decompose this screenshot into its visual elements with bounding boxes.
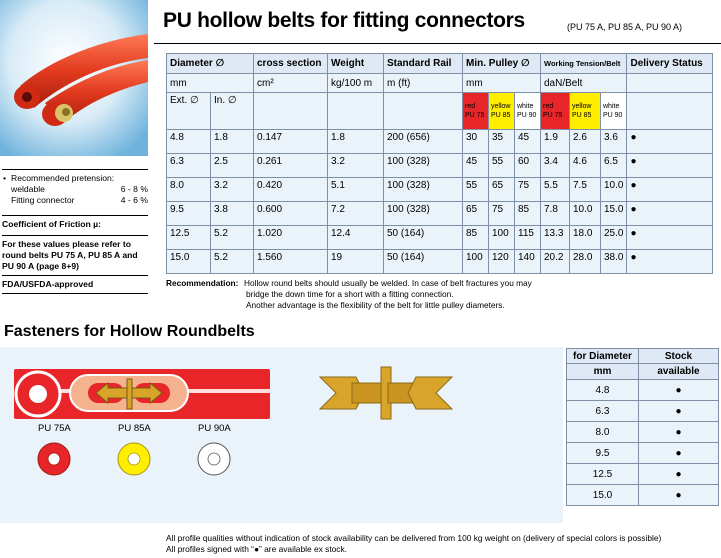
table-cell: 4.6 [570,154,601,178]
table-row [167,202,713,226]
pretension-value: 4 - 6 % [120,195,148,205]
quality-label: PU 75A [38,423,71,434]
delivery-status-cell: ● [627,250,713,274]
stock-row [567,380,719,401]
table-cell: 3.6 [601,130,627,154]
table-cell: 100 (328) [384,154,463,178]
fasteners-title: Fasteners for Hollow Roundbelts [4,323,255,340]
table-cell: 7.5 [570,178,601,202]
unit-cell [627,74,713,93]
stock-available-cell: ● [639,380,719,401]
table-cell: 6.3 [167,154,211,178]
table-cell: 4.8 [167,130,211,154]
fitting-connector-icon [320,367,452,419]
stock-diameter-cell: 12.5 [567,464,639,485]
stock-unit-mm: mm [567,364,639,380]
delivery-status-cell: ● [627,130,713,154]
table-cell: 5.1 [328,178,384,202]
sub-ext: Ext. ∅ [167,93,211,130]
recommendation-label: Recommendation: [166,278,239,288]
friction-heading: Coefficient of Friction µ: [2,219,102,229]
empty-cell [384,93,463,130]
belt-spec-table [166,53,713,274]
table-cell: 2.6 [570,130,601,154]
footer-line: All profiles signed with “●” are available ex stock. [166,544,348,554]
delivery-status-cell: ● [627,226,713,250]
table-cell: 50 (164) [384,250,463,274]
unit-cell: mm [167,74,254,93]
table-cell: 1.560 [254,250,328,274]
unit-cell: daN/Belt [541,74,627,93]
fasteners-panel [0,347,563,523]
stock-unit-row [567,364,719,380]
table-cell: 1.8 [211,130,254,154]
table-cell: 0.147 [254,130,328,154]
quality-white-pu90: white PU 90 [601,93,627,130]
pretension-row [2,195,148,206]
table-cell: 12.5 [167,226,211,250]
stock-row [567,485,719,506]
pretension-label: weldable [11,184,45,194]
footer-notes [166,533,661,555]
table-cell: 35 [489,130,515,154]
pretension-heading: • Recommended pretension: [2,173,148,184]
table-row [167,154,713,178]
page-title: PU hollow belts for fitting connectors [163,9,525,32]
stock-row [567,443,719,464]
stock-diameter-cell: 9.5 [567,443,639,464]
table-cell: 75 [515,178,541,202]
table-cell: 38.0 [601,250,627,274]
table-cell: 100 (328) [384,178,463,202]
stock-row [567,464,719,485]
stock-diameter-cell: 4.8 [567,380,639,401]
table-cell: 10.0 [601,178,627,202]
table-row [167,178,713,202]
empty-cell [254,93,328,130]
stock-available-cell: ● [639,422,719,443]
title-divider [154,43,721,44]
table-cell: 55 [489,154,515,178]
table-cell: 20.2 [541,250,570,274]
recommendation-text [244,278,604,311]
table-cell: 45 [463,154,489,178]
table-cell: 100 [489,226,515,250]
unit-row [167,74,713,93]
table-cell: 9.5 [167,202,211,226]
quality-label: PU 85A [118,423,151,434]
stock-row [567,401,719,422]
page-subtitle: (PU 75 A, PU 85 A, PU 90 A) [567,22,683,32]
table-cell: 3.4 [541,154,570,178]
stock-available-cell: ● [639,464,719,485]
header-cross-section: cross section [254,54,328,74]
quality-disc-pu85 [118,443,150,475]
table-cell: 75 [489,202,515,226]
table-row [167,226,713,250]
table-cell: 10.0 [570,202,601,226]
table-cell: 100 [463,250,489,274]
table-cell: 55 [463,178,489,202]
product-photo [0,0,148,156]
unit-cell: cm² [254,74,328,93]
recommendation-line: bridge the down time for a short with a fitting connection. [246,289,454,299]
quality-white-pu90: white PU 90 [515,93,541,130]
recommendation-line: Hollow round belts should usually be welded. In case of belt fractures you may [244,278,532,288]
table-cell: 85 [515,202,541,226]
sub-in: In. ∅ [211,93,254,130]
stock-available-cell: ● [639,401,719,422]
stock-table [566,348,719,506]
stock-diameter-cell: 6.3 [567,401,639,422]
table-cell: 7.8 [541,202,570,226]
recommendation-line: Another advantage is the flexibility of the belt for little pulley diameters. [246,300,505,310]
table-cell: 18.0 [570,226,601,250]
subheader-row [167,93,713,130]
table-cell: 28.0 [570,250,601,274]
table-cell: 1.8 [328,130,384,154]
delivery-status-cell: ● [627,178,713,202]
unit-cell: mm [463,74,541,93]
unit-cell: m (ft) [384,74,463,93]
stock-diameter-cell: 15.0 [567,485,639,506]
table-cell: 1.9 [541,130,570,154]
stock-diameter-cell: 8.0 [567,422,639,443]
table-cell: 1.020 [254,226,328,250]
stock-header-stock: Stock [639,349,719,364]
table-cell: 5.5 [541,178,570,202]
table-cell: 3.2 [328,154,384,178]
table-cell: 65 [463,202,489,226]
quality-disc-pu90 [198,443,230,475]
pretension-value: 6 - 8 % [120,184,148,194]
quality-label: PU 90A [198,423,231,434]
table-cell: 3.8 [211,202,254,226]
header-standard-rail: Standard Rail [384,54,463,74]
table-cell: 0.420 [254,178,328,202]
table-cell: 6.5 [601,154,627,178]
table-cell: 15.0 [601,202,627,226]
stock-available-cell: ● [639,443,719,464]
header-row [167,54,713,74]
friction-text: For these values please refer to round belts PU 75 A, PU 85 A and PU 90 A (page 8+9) [2,239,138,271]
unit-cell: kg/100 m [328,74,384,93]
table-cell: 60 [515,154,541,178]
table-cell: 19 [328,250,384,274]
notes-panel [2,166,148,297]
table-cell: 85 [463,226,489,250]
footer-line: All profile qualities without indication of stock availability can be delivered from 100 kg weight on (delivery of special colors is possible) [166,533,662,543]
stock-unit-available: available [639,364,719,380]
stock-row [567,422,719,443]
fasteners-illustration [0,347,563,523]
header-diameter: Diameter ∅ [167,54,254,74]
table-cell: 200 (656) [384,130,463,154]
quality-red-pu75: red PU 75 [463,93,489,130]
table-cell: 3.2 [211,178,254,202]
stock-header-row [567,349,719,364]
table-row [167,130,713,154]
quality-yellow-pu85: yellow PU 85 [570,93,601,130]
table-cell: 13.3 [541,226,570,250]
pretension-row [2,184,148,195]
table-cell: 115 [515,226,541,250]
table-cell: 65 [489,178,515,202]
table-cell: 25.0 [601,226,627,250]
approval-text: FDA/USFDA-approved [2,279,94,289]
pretension-label: Fitting connector [11,195,75,205]
table-cell: 50 (164) [384,226,463,250]
empty-cell [328,93,384,130]
delivery-status-cell: ● [627,202,713,226]
table-cell: 120 [489,250,515,274]
header-delivery-status: Delivery Status [627,54,713,74]
table-cell: 140 [515,250,541,274]
recommendation [166,278,586,310]
table-cell: 15.0 [167,250,211,274]
table-cell: 30 [463,130,489,154]
table-cell: 8.0 [167,178,211,202]
header-weight: Weight [328,54,384,74]
table-cell: 0.261 [254,154,328,178]
table-cell: 5.2 [211,226,254,250]
table-cell: 2.5 [211,154,254,178]
stock-available-cell: ● [639,485,719,506]
table-row [167,250,713,274]
table-cell: 100 (328) [384,202,463,226]
quality-red-pu75: red PU 75 [541,93,570,130]
delivery-status-cell: ● [627,154,713,178]
header-working-tension: Working Tension/Belt [541,54,627,74]
table-cell: 0.600 [254,202,328,226]
table-cell: 7.2 [328,202,384,226]
table-cell: 45 [515,130,541,154]
quality-disc-pu75 [38,443,70,475]
stock-header-diameter: for Diameter [567,349,639,364]
empty-cell [627,93,713,130]
table-cell: 12.4 [328,226,384,250]
header-min-pulley: Min. Pulley ∅ [463,54,541,74]
table-cell: 5.2 [211,250,254,274]
quality-yellow-pu85: yellow PU 85 [489,93,515,130]
